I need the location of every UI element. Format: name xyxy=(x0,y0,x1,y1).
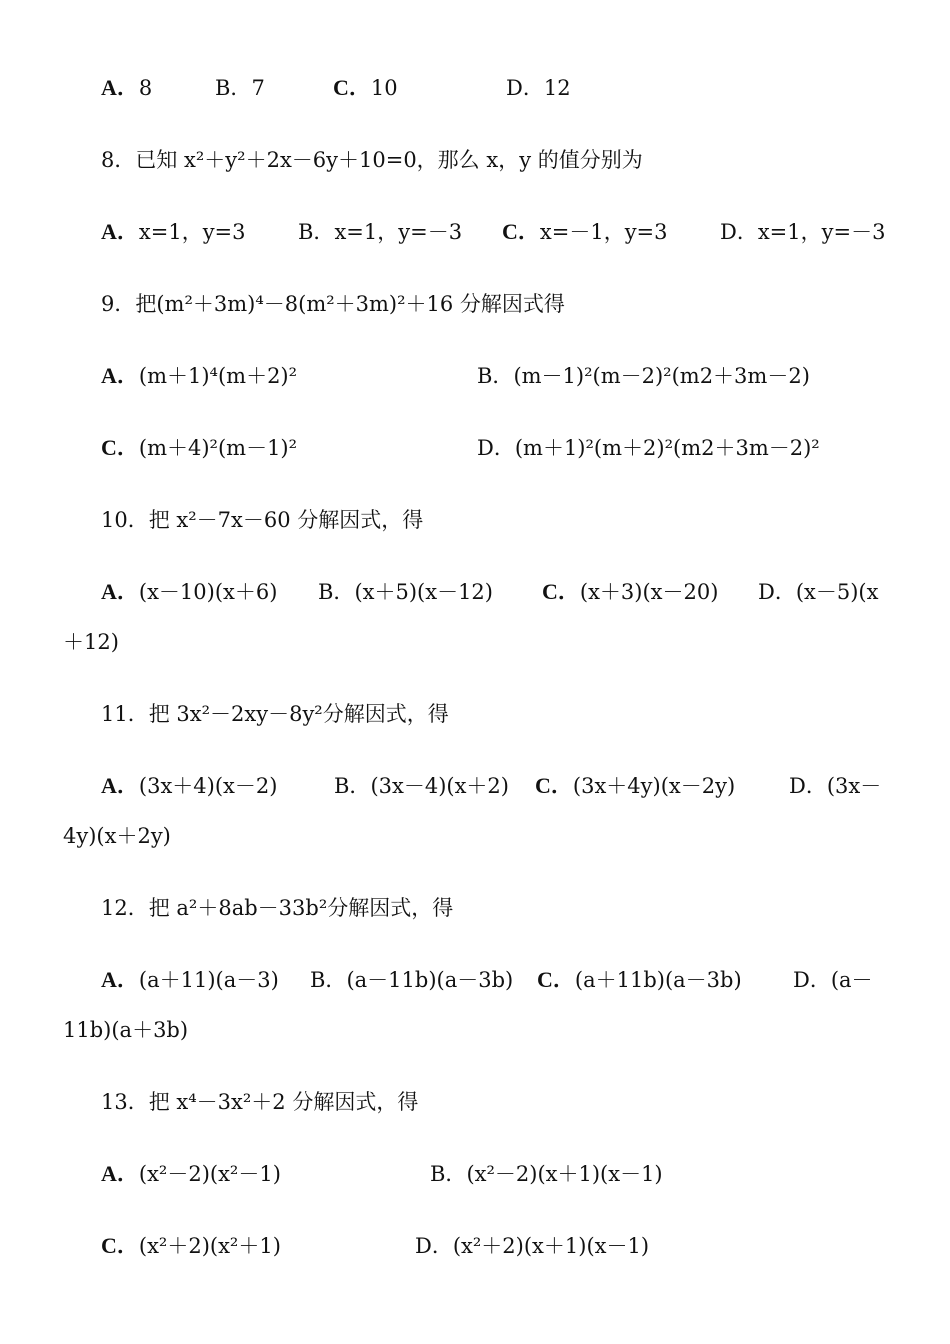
option-text: (3x－4)(x＋2) xyxy=(370,774,509,798)
q13-option-a xyxy=(101,1160,281,1188)
option-text: 10 xyxy=(370,76,398,100)
q12-option-c xyxy=(537,966,742,994)
q8-option-d xyxy=(720,218,885,246)
q13-option-b xyxy=(430,1160,663,1188)
question-13-stem: 13．把 x⁴－3x²＋2 分解因式，得 xyxy=(101,1090,419,1114)
option-text: (a＋11)(a－3) xyxy=(138,968,279,992)
option-text: (x－10)(x＋6) xyxy=(138,580,278,604)
option-text: x=－1，y=3 xyxy=(539,220,668,244)
option-text: (m＋4)²(m－1)² xyxy=(138,436,298,460)
option-letter: B． xyxy=(477,364,514,388)
option-letter: B． xyxy=(318,580,355,604)
option-letter: A． xyxy=(101,219,139,244)
q8-option-a xyxy=(101,218,246,246)
option-letter: D． xyxy=(415,1234,453,1258)
option-letter: C． xyxy=(542,579,580,604)
q7-option-a xyxy=(101,74,152,102)
question-12-stem: 12．把 a²＋8ab－33b²分解因式，得 xyxy=(101,896,454,920)
option-letter: A． xyxy=(101,1161,139,1186)
q10-option-d xyxy=(758,578,878,606)
option-text: x=1，y=－3 xyxy=(334,220,463,244)
option-letter: B． xyxy=(334,774,371,798)
option-letter: A． xyxy=(101,75,139,100)
q11-option-a xyxy=(101,772,277,800)
option-text: (3x＋4y)(x－2y) xyxy=(572,774,736,798)
question-11-stem: 11．把 3x²－2xy－8y²分解因式，得 xyxy=(101,702,449,726)
q7-option-c xyxy=(333,74,398,102)
option-letter: A． xyxy=(101,579,139,604)
q10-option-a xyxy=(101,578,277,606)
q9-option-c xyxy=(101,434,297,462)
option-letter: B． xyxy=(298,220,335,244)
question-9-stem: 9．把(m²＋3m)⁴－8(m²＋3m)²＋16 分解因式得 xyxy=(101,292,565,316)
option-text: (x²－2)(x＋1)(x－1) xyxy=(466,1162,663,1186)
option-text: (x²＋2)(x²＋1) xyxy=(138,1234,281,1258)
q10-option-d-continued: ＋12) xyxy=(63,630,119,654)
q11-option-d-continued: 4y)(x＋2y) xyxy=(63,824,171,848)
option-letter: D． xyxy=(789,774,827,798)
option-letter: B． xyxy=(215,76,252,100)
q12-option-a xyxy=(101,966,279,994)
option-letter: C． xyxy=(333,75,371,100)
option-text: (3x－ xyxy=(826,774,882,798)
option-letter: D． xyxy=(793,968,831,992)
option-text: (a－ xyxy=(830,968,873,992)
option-text: (x－5)(x xyxy=(795,580,879,604)
option-letter: C． xyxy=(535,773,573,798)
option-letter: C． xyxy=(101,1233,139,1258)
option-letter: D． xyxy=(477,436,515,460)
q10-option-b xyxy=(318,578,493,606)
q7-option-b xyxy=(215,74,265,102)
option-text: 12 xyxy=(543,76,571,100)
q11-option-d xyxy=(789,772,881,800)
option-text: (a＋11b)(a－3b) xyxy=(574,968,742,992)
q13-option-d xyxy=(415,1232,649,1260)
option-text: (m－1)²(m－2)²(m2＋3m－2) xyxy=(513,364,810,388)
option-letter: B． xyxy=(430,1162,467,1186)
option-text: (a－11b)(a－3b) xyxy=(346,968,514,992)
q12-option-b xyxy=(310,966,513,994)
option-letter: B． xyxy=(310,968,347,992)
q9-option-a xyxy=(101,362,297,390)
option-letter: C． xyxy=(101,435,139,460)
q8-option-c xyxy=(502,218,668,246)
q12-option-d xyxy=(793,966,873,994)
q7-option-d xyxy=(506,74,571,102)
option-letter: C． xyxy=(502,219,540,244)
option-text: (x²＋2)(x＋1)(x－1) xyxy=(452,1234,650,1258)
question-8-stem: 8．已知 x²＋y²＋2x－6y＋10=0，那么 x，y 的值分别为 xyxy=(101,148,643,172)
q9-option-d xyxy=(477,434,820,462)
option-letter: C． xyxy=(537,967,575,992)
option-letter: D． xyxy=(720,220,758,244)
option-text: x=1，y=3 xyxy=(138,220,246,244)
q8-option-b xyxy=(298,218,462,246)
option-letter: A． xyxy=(101,967,139,992)
option-text: (x²－2)(x²－1) xyxy=(138,1162,281,1186)
option-letter: A． xyxy=(101,363,139,388)
option-text: (m＋1)⁴(m＋2)² xyxy=(138,364,298,388)
option-text: 7 xyxy=(251,76,265,100)
option-letter: A． xyxy=(101,773,139,798)
q13-option-c xyxy=(101,1232,281,1260)
q10-option-c xyxy=(542,578,718,606)
option-text: (m＋1)²(m＋2)²(m2＋3m－2)² xyxy=(514,436,820,460)
q11-option-b xyxy=(334,772,509,800)
q11-option-c xyxy=(535,772,735,800)
option-letter: D． xyxy=(758,580,796,604)
option-text: x=1，y=－3 xyxy=(757,220,886,244)
question-10-stem: 10．把 x²－7x－60 分解因式，得 xyxy=(101,508,424,532)
q9-option-b xyxy=(477,362,810,390)
option-text: (3x＋4)(x－2) xyxy=(138,774,278,798)
q12-option-d-continued: 11b)(a＋3b) xyxy=(63,1018,189,1042)
option-text: (x＋3)(x－20) xyxy=(579,580,719,604)
option-text: 8 xyxy=(138,76,153,100)
option-text: (x＋5)(x－12) xyxy=(354,580,493,604)
option-letter: D． xyxy=(506,76,544,100)
